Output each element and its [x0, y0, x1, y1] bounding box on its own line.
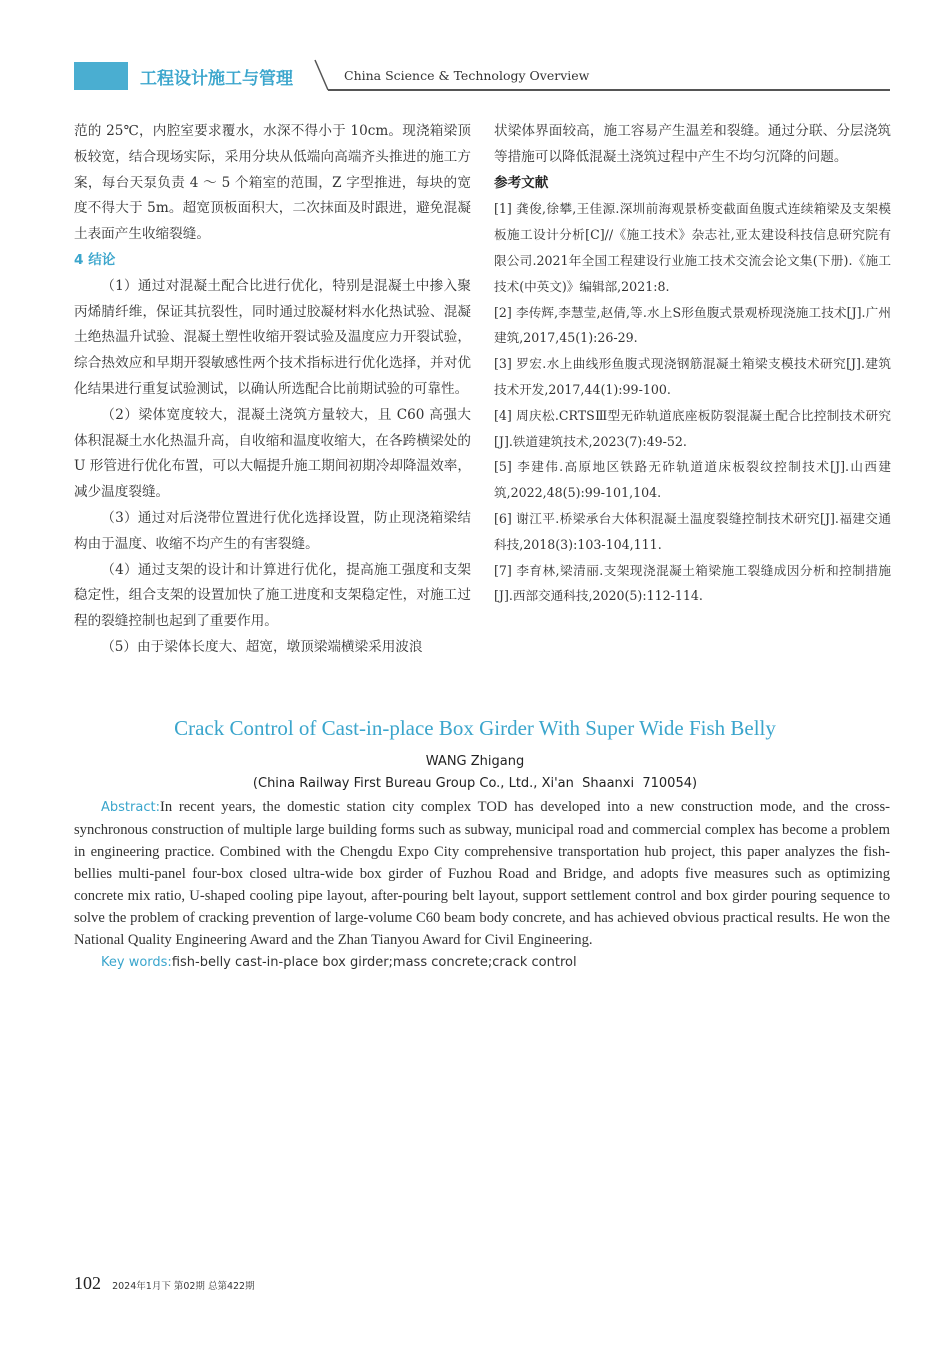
- abstract-label: Abstract:: [101, 800, 160, 815]
- keywords-label: Key words:: [101, 955, 172, 970]
- english-abstract: [74, 796, 890, 974]
- reference-item-1: [1] 龚俊,徐攀,王佳源.深圳前海观景桥变截面鱼腹式连续箱梁及支架模板施工设计分析[C]//《施工技术》杂志社,亚太建设科技信息研究院有限公司.2021年全国工程建设行业施工技术交流会论文集(下册).《施工技术(中英文)》编辑部,2021:8.: [494, 201, 891, 294]
- body-paragraph: 状梁体界面较高，施工容易产生温差和裂缝。通过分联、分层浇筑等措施可以降低混凝土浇筑过程中产生不均匀沉降的问题。: [494, 123, 891, 165]
- english-affiliation: (China Railway First Bureau Group Co., Ltd., Xi'an Shaanxi 710054): [252, 776, 698, 791]
- reference-item-7: [7] 李育林,梁清丽.支架现浇混凝土箱梁施工裂缝成因分析和控制措施[J].西部交通科技,2020(5):112-114.: [494, 562, 891, 604]
- page-header: [0, 0, 950, 100]
- abstract-text: In recent years, the domestic station city complex TOD has developed into a new construction mode, and the cross-synchronous construction of multiple large building forms such as subway, municipal road and commercial complex has become a problem in engineering practice. Combined with the Chengdu Expo City comprehensive transportation hub project, this paper analyzes the fish-bellies multi-panel four-box closed ultra-wide box girder of Fuzhou Road and Bridge, and adopts five measures such as optimizing concrete mix ratio, U-shaped cooling pipe layout, after-pouring belt layout, support settlement control and box girder pouring sequence to solve the problem of cracking prevention of large-volume C60 beam body concrete, and has achieved obvious practical results. He won the National Quality Engineering Award and the Zhan Tianyou Award for Civil Engineering.: [74, 799, 890, 948]
- english-author: WANG Zhigang: [425, 754, 525, 769]
- reference-item-3: [3] 罗宏.水上曲线形鱼腹式现浇钢筋混凝土箱梁支模技术研究[J].建筑技术开发,2017,44(1):99-100.: [494, 356, 891, 397]
- right-column: [494, 119, 891, 609]
- conclusion-item-4: （4）通过支架的设计和计算进行优化，提高施工强度和支架稳定性，组合支架的设置加快了施工进度和支架稳定性，对施工过程的裂缝控制也起到了重要作用。: [74, 561, 471, 630]
- keywords-text: fish-belly cast-in-place box girder;mass concrete;crack control: [171, 955, 577, 970]
- reference-item-5: [5] 李建伟.高原地区铁路无砟轨道道床板裂纹控制技术[J].山西建筑,2022,48(5):99-101,104.: [494, 459, 891, 501]
- conclusion-item-3: （3）通过对后浇带位置进行优化选择设置，防止现浇箱梁结构由于温度、收缩不均产生的有害裂缝。: [74, 509, 471, 552]
- journal-section-title: 工程设计施工与管理: [140, 69, 293, 89]
- body-paragraph: 范的 25℃，内腔室要求覆水，水深不得小于 10cm。现浇箱梁顶板较宽，结合现场实际，采用分块从低端向高端齐头推进的施工方案，每台天泵负责 4 ～ 5 个箱室的范围，Z 字型推进，每块的宽度不得大于 5m。超宽顶板面积大，二次抹面及时跟进，避免混凝土表面产生收缩裂缝。: [74, 123, 471, 243]
- section-heading-conclusion: 4 结论: [74, 251, 116, 268]
- reference-item-6: [6] 谢江平.桥梁承台大体积混凝土温度裂缝控制技术研究[J].福建交通科技,2018(3):103-104,111.: [494, 510, 891, 552]
- keywords-paragraph: [74, 951, 890, 974]
- page-number: 102: [74, 1273, 101, 1293]
- conclusion-item-2: （2）梁体宽度较大，混凝土浇筑方量较大，且 C60 高强大体积混凝土水化热温升高，自收缩和温度收缩大，在各跨横梁处的 U 形管进行优化布置，可以大幅提升施工期间初期冷却降温效率，减少温度裂缝。: [74, 406, 471, 501]
- reference-item-4: [4] 周庆松.CRTSⅢ型无砟轨道底座板防裂混凝土配合比控制技术研究[J].铁道建筑技术,2023(7):49-52.: [494, 407, 891, 449]
- journal-name-en: China Science & Technology Overview: [344, 68, 590, 83]
- left-column: [74, 119, 471, 661]
- conclusion-item-1: （1）通过对混凝土配合比进行优化，特别是混凝土中掺入聚丙烯腈纤维，保证其抗裂性，同时通过胶凝材料水化热试验、混凝土绝热温升试验、混凝土塑性收缩开裂试验及温度应力开裂试验，综合热效应和早期开裂敏感性两个技术指标进行优化选择，并对优化结果进行重复试验测试，以确认所选配合比前期试验的可靠性。: [74, 277, 471, 397]
- reference-item-2: [2] 李传辉,李慧莹,赵倩,等.水上S形鱼腹式景观桥现浇施工技术[J].广州建筑,2017,45(1):26-29.: [494, 304, 891, 346]
- references-heading: 参考文献: [494, 174, 549, 191]
- abstract-paragraph: [74, 796, 890, 951]
- header-rule: [328, 89, 890, 91]
- conclusion-item-5: （5）由于梁体长度大、超宽，墩顶梁端横梁采用波浪: [101, 638, 423, 655]
- header-color-block: [74, 62, 128, 90]
- page-footer: [74, 1273, 255, 1294]
- english-title: Crack Control of Cast-in-place Box Girder With Super Wide Fish Belly: [174, 716, 776, 740]
- issue-info: 2024年1月下 第02期 总第422期: [112, 1281, 255, 1292]
